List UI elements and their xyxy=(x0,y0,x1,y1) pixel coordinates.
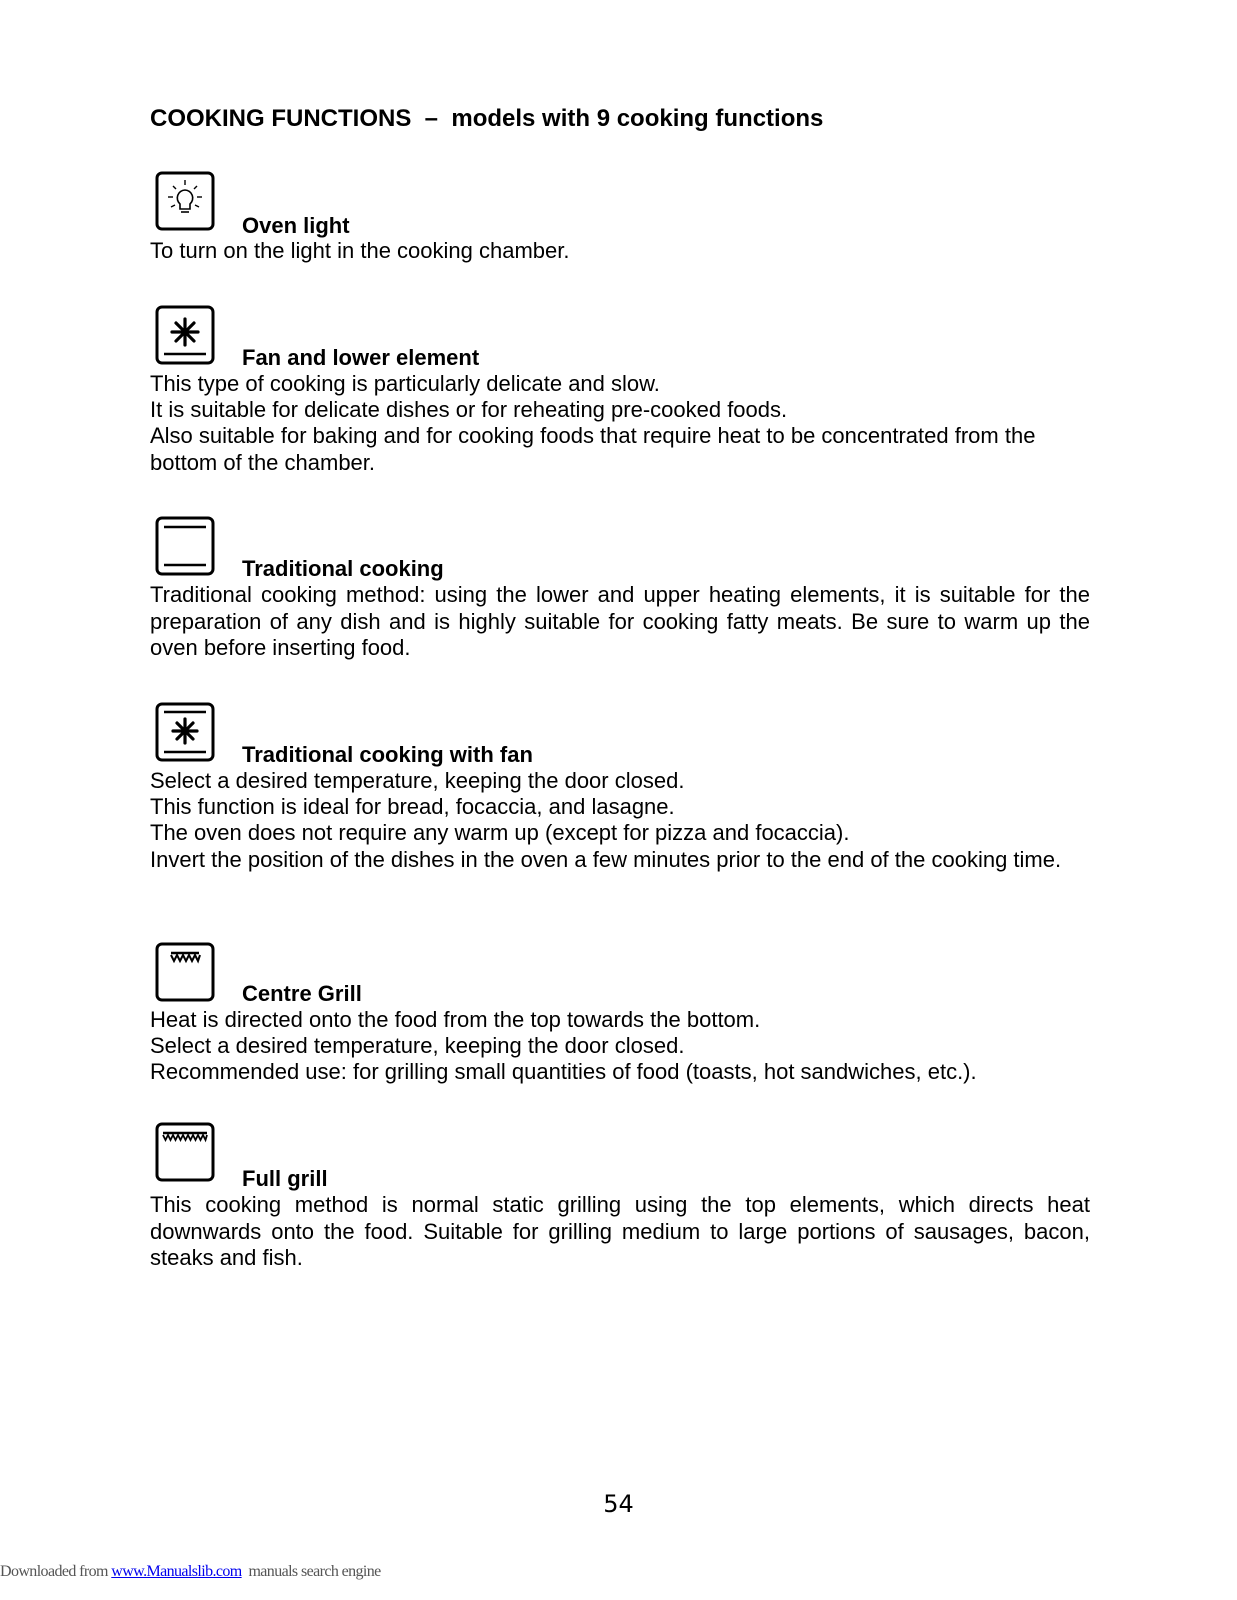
footer-prefix: Downloaded from xyxy=(0,1563,112,1580)
traditional-cooking-icon xyxy=(154,515,216,577)
section-text: This cooking method is normal static grilling using the top elements, which directs heat downwards onto the food. Suitable for grilling medium to large portions of sausages, bacon, steaks and fish. xyxy=(150,1192,1090,1270)
section-text: Select a desired temperature, keeping the door closed. xyxy=(150,768,685,793)
traditional-fan-icon xyxy=(154,701,216,763)
section-heading: Traditional cooking with fan xyxy=(242,742,533,767)
centre-grill-icon xyxy=(154,941,216,1003)
section-text: To turn on the light in the cooking chamber. xyxy=(150,238,570,263)
section-text: Heat is directed onto the food from the top towards the bottom. xyxy=(150,1007,761,1032)
section-text: This type of cooking is particularly delicate and slow. xyxy=(150,371,660,396)
section-heading: Fan and lower element xyxy=(242,345,480,370)
oven-light-icon xyxy=(154,170,216,232)
fan-lower-element-icon xyxy=(154,304,216,366)
section-heading: Centre Grill xyxy=(242,981,362,1006)
section-text: Recommended use: for grilling small quantities of food (toasts, hot sandwiches, etc.). xyxy=(150,1059,977,1084)
download-footer xyxy=(0,1563,381,1581)
section-heading: Full grill xyxy=(242,1166,328,1191)
section-oven-light xyxy=(150,168,1090,268)
section-heading: Traditional cooking xyxy=(242,556,444,581)
section-text: Select a desired temperature, keeping the door closed. xyxy=(150,1033,685,1058)
manualslib-link[interactable]: www.Manualslib.com xyxy=(111,1563,242,1580)
section-traditional-fan xyxy=(150,699,1090,909)
footer-suffix: manuals search engine xyxy=(241,1563,381,1580)
section-text: Traditional cooking method: using the lower and upper heating elements, it is suitable for the preparation of any dish and is highly suitable for cooking fatty meats. Be sure to warm up the oven before inserting food. xyxy=(150,582,1090,660)
section-text: This function is ideal for bread, focaccia, and lasagne. xyxy=(150,794,675,819)
page-number: 54 xyxy=(603,1490,634,1518)
section-heading: Oven light xyxy=(242,213,350,238)
section-text: Also suitable for baking and for cooking foods that require heat to be concentrated from the bottom of the chamber. xyxy=(150,423,1036,475)
full-grill-icon xyxy=(154,1121,216,1183)
section-centre-grill xyxy=(150,939,1090,1099)
section-text: Invert the position of the dishes in the oven a few minutes prior to the end of the cooking time. xyxy=(150,847,1062,872)
section-traditional-cooking xyxy=(150,513,1090,673)
section-fan-lower-element xyxy=(150,302,1090,482)
section-text: It is suitable for delicate dishes or for reheating pre-cooked foods. xyxy=(150,397,788,422)
page-title: COOKING FUNCTIONS – models with 9 cooking functions xyxy=(150,105,824,132)
section-full-grill xyxy=(150,1119,1090,1289)
section-text: The oven does not require any warm up (except for pizza and focaccia). xyxy=(150,820,850,845)
